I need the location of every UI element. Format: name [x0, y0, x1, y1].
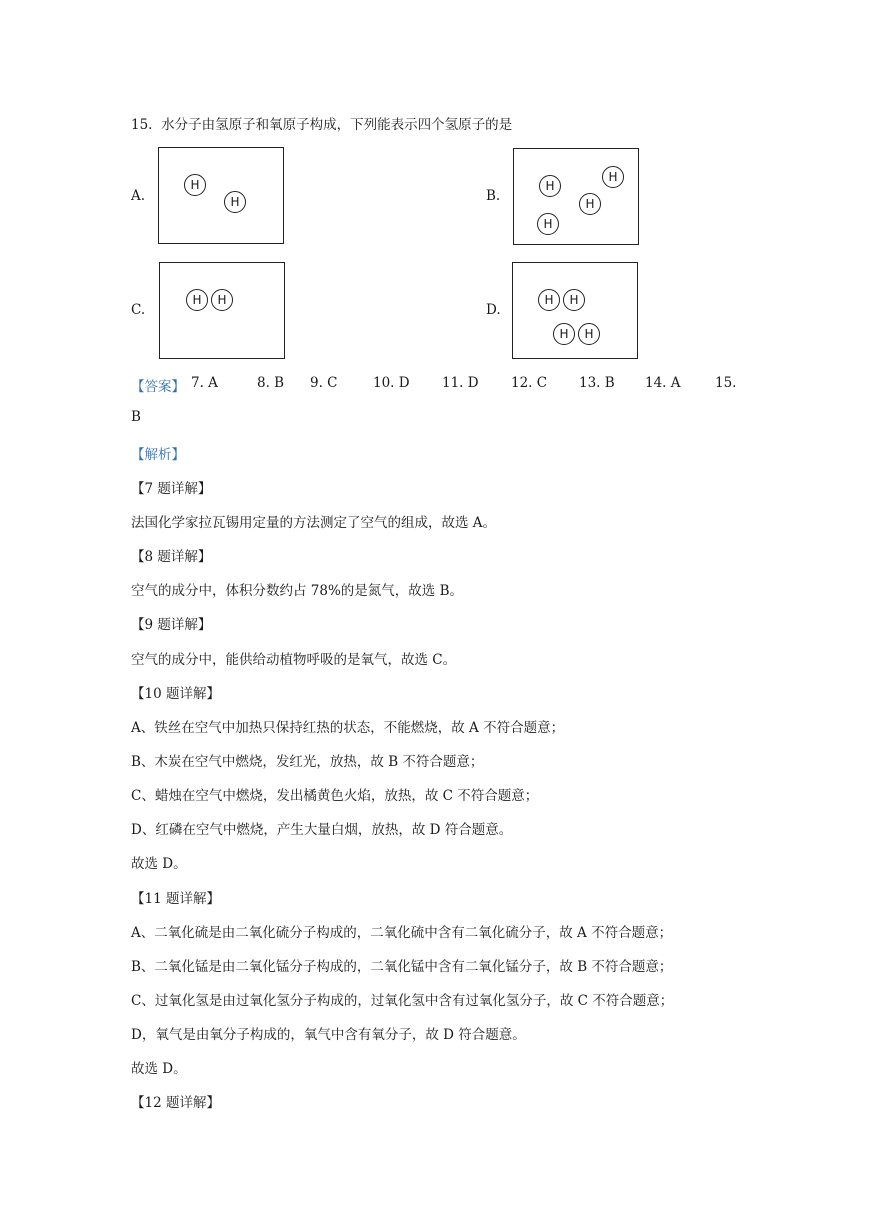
analysis-tag: 【解析】 — [131, 447, 185, 463]
section-line: 法国化学家拉瓦锡用定量的方法测定了空气的组成，故选 A。 — [131, 515, 497, 531]
section-line: D、红磷在空气中燃烧，产生大量白烟，放热，故 D 符合题意。 — [131, 822, 513, 838]
section-heading: 【8 题详解】 — [131, 549, 212, 565]
answer-item: 10. D — [373, 375, 410, 391]
option-b-label: B. — [486, 188, 501, 204]
section-line: 空气的成分中，能供给动植物呼吸的是氧气，故选 C。 — [131, 652, 457, 668]
question-text: 水分子由氢原子和氧原子构成，下列能表示四个氢原子的是 — [161, 117, 513, 133]
answer-item: 12. C — [511, 375, 548, 391]
question-number: 15. — [131, 117, 153, 133]
section-line: 故选 D。 — [131, 1061, 187, 1077]
hydrogen-atom: H — [563, 289, 585, 311]
question-stem — [131, 113, 512, 133]
section-heading: 【10 题详解】 — [131, 686, 220, 702]
section-heading: 【11 题详解】 — [131, 891, 220, 907]
hydrogen-atom: H — [602, 166, 624, 188]
section-line: 故选 D。 — [131, 856, 187, 872]
option-b-diagram — [513, 148, 639, 245]
answer-tag: 【答案】 — [131, 379, 185, 395]
section-line: C、过氧化氢是由过氧化氢分子构成的，过氧化氢中含有过氧化氢分子，故 C 不符合题意； — [131, 993, 674, 1009]
section-line: A、二氧化硫是由二氧化硫分子构成的，二氧化硫中含有二氧化硫分子，故 A 不符合题意； — [131, 925, 673, 941]
answer-item: 15. — [715, 375, 737, 391]
section-line: A、铁丝在空气中加热只保持红热的状态，不能燃烧，故 A 不符合题意； — [131, 720, 565, 736]
answer-item: 9. C — [310, 375, 338, 391]
option-a-diagram — [158, 147, 284, 244]
answer-item: 11. D — [442, 375, 479, 391]
option-d-label: D. — [486, 302, 501, 318]
section-line: 空气的成分中，体积分数约占 78%的是氮气，故选 B。 — [131, 583, 464, 599]
hydrogen-atom: H — [186, 289, 208, 311]
hydrogen-atom: H — [537, 213, 559, 235]
option-c-label: C. — [131, 302, 146, 318]
hydrogen-atom: H — [553, 323, 575, 345]
option-d-diagram — [512, 262, 638, 359]
section-heading: 【7 题详解】 — [131, 481, 212, 497]
answer-item: 13. B — [579, 375, 615, 391]
section-heading: 【9 题详解】 — [131, 617, 212, 633]
hydrogen-atom: H — [539, 175, 561, 197]
hydrogen-atom: H — [184, 174, 206, 196]
option-c-diagram — [159, 262, 285, 359]
hydrogen-atom: H — [538, 289, 560, 311]
section-line: D，氧气是由氧分子构成的，氧气中含有氧分子，故 D 符合题意。 — [131, 1027, 526, 1043]
answer-item: 8. B — [257, 375, 285, 391]
hydrogen-atom: H — [224, 191, 246, 213]
section-heading: 【12 题详解】 — [131, 1095, 220, 1111]
hydrogen-atom: H — [579, 193, 601, 215]
answer-item: 7. A — [191, 375, 218, 391]
section-line: B、二氧化锰是由二氧化锰分子构成的，二氧化锰中含有二氧化锰分子，故 B 不符合题意； — [131, 959, 673, 975]
section-line: C、蜡烛在空气中燃烧，发出橘黄色火焰，放热，故 C 不符合题意； — [131, 788, 539, 804]
answer-item: 14. A — [645, 375, 681, 391]
option-a-label: A. — [131, 188, 146, 204]
hydrogen-atom: H — [578, 323, 600, 345]
hydrogen-atom: H — [211, 289, 233, 311]
section-line: B、木炭在空气中燃烧，发红光，放热，故 B 不符合题意； — [131, 754, 484, 770]
answer-wrap: B — [131, 409, 141, 425]
